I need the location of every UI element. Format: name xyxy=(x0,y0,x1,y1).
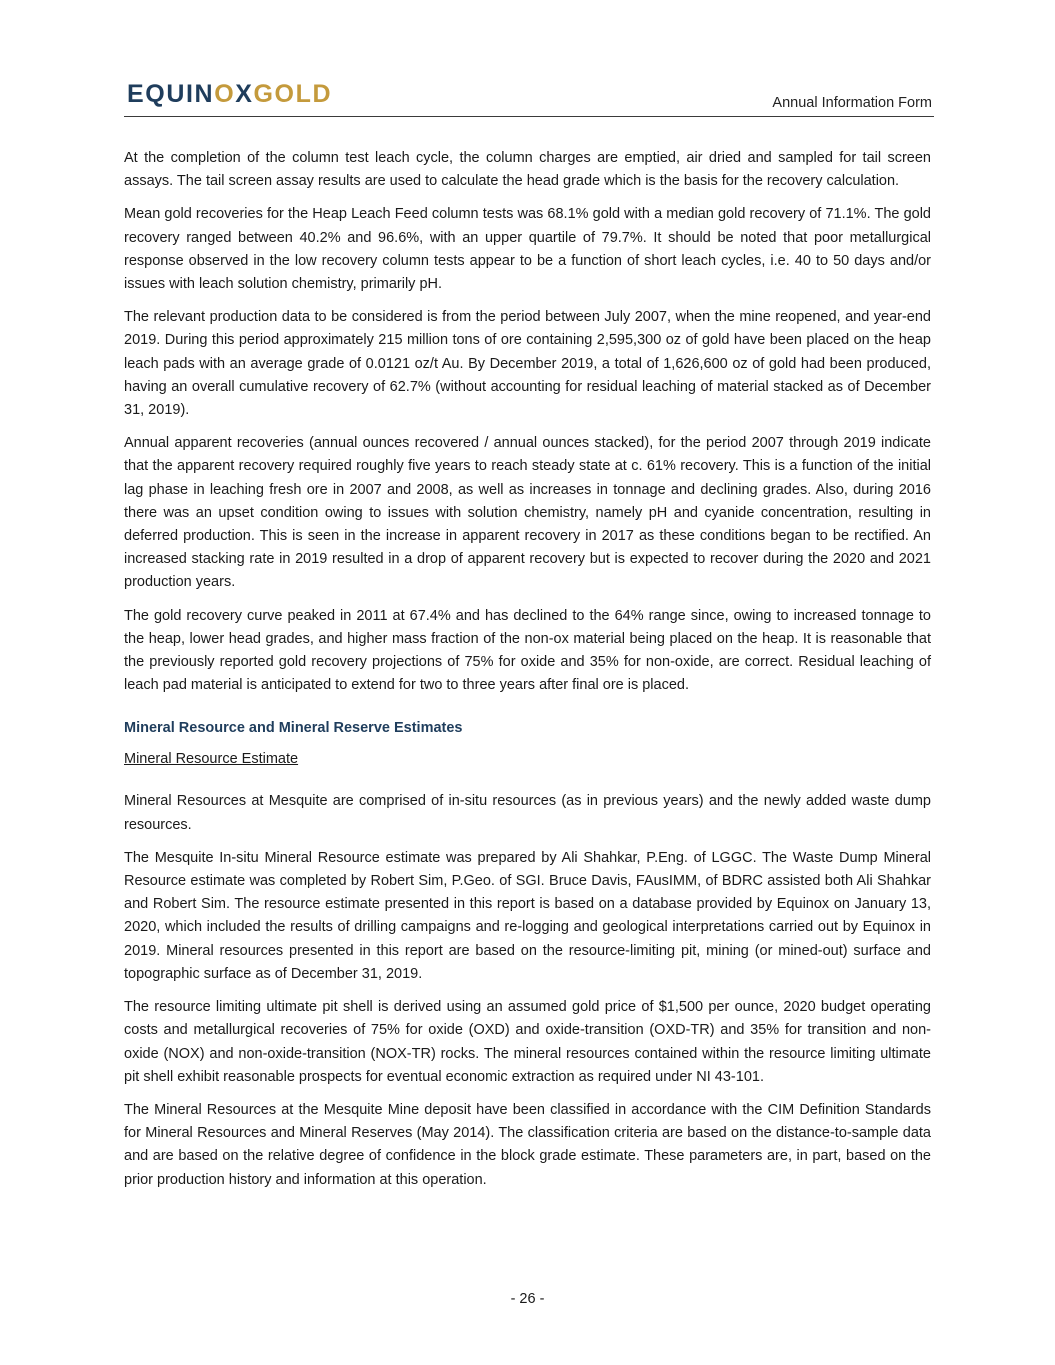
equinox-gold-logo: EQUINOXGOLD xyxy=(127,80,333,108)
body-paragraph: The Mesquite In-situ Mineral Resource estimate was prepared by Ali Shahkar, P.Eng. of LGGC. The Waste Dump Mineral Resource estimate was completed by Robert Sim, P.Geo. of SGI. Bruce Davis, FAusIMM, of BDRC assisted both Ali Shahkar and Robert Sim. The resource estimate presented in this report is based on a database provided by Equinox on January 13, 2020, which included the results of drilling campaigns and re-logging and geological interpretations carried out by Equinox in 2019. Mineral resources presented in this report are based on the resource-limiting pit, mining (or mined-out) surface and topographic surface as of December 31, 2019. xyxy=(124,849,931,982)
page-content xyxy=(124,147,931,1202)
section-heading: Mineral Resource and Mineral Reserve Estimates xyxy=(124,720,463,737)
body-paragraph: Annual apparent recoveries (annual ounces recovered / annual ounces stacked), for the period 2007 through 2019 indicate that the apparent recovery required roughly five years to reach steady state at c. 61% recovery. This is a function of the initial lag phase in leaching fresh ore in 2007 and 2008, as well as increases in tonnage and declining grades. Also, during 2016 there was an upset condition owing to issues with solution chemistry, namely pH and cyanide concentration, resulting in deferred production. This is seen in the increase in apparent recovery in 2017 as these conditions began to be rectified. An increased stacking rate in 2019 resulted in a drop of apparent recovery but is expected to recover during the 2020 and 2021 production years. xyxy=(124,435,931,591)
body-paragraph: The relevant production data to be considered is from the period between July 2007, when the mine reopened, and year-end 2019. During this period approximately 215 million tons of ore containing 2,595,300 oz of gold have been placed on the heap leach pads with an average grade of 0.0121 oz/t Au. By December 2019, a total of 1,626,600 oz of gold had been produced, having an overall cumulative recovery of 62.7% (without accounting for residual leaching of material stacked as of December 31, 2019). xyxy=(124,309,931,419)
body-paragraph: The gold recovery curve peaked in 2011 at 67.4% and has declined to the 64% range since, owing to increased tonnage to the heap, lower head grades, and higher mass fraction of the non-ox material being placed on the heap. It is reasonable that the previously reported gold recovery projections of 75% for oxide and 35% for non-oxide, are correct. Residual leaching of leach pad material is anticipated to extend for two to three years after final ore is placed. xyxy=(124,607,931,694)
page-number: - 26 - xyxy=(510,1291,545,1307)
body-paragraph: At the completion of the column test leach cycle, the column charges are emptied, air dried and sampled for tail screen assays. The tail screen assay results are used to calculate the head grade which is the basis for the recovery calculation. xyxy=(124,150,931,190)
body-paragraph: The Mineral Resources at the Mesquite Mine deposit have been classified in accordance with the CIM Definition Standards for Mineral Resources and Mineral Reserves (May 2014). The classification criteria are based on the distance-to-sample data and are based on the relative degree of confidence in the block grade estimate. These parameters are, in part, based on the prior production history and information at this operation. xyxy=(124,1101,931,1188)
subsection-heading: Mineral Resource Estimate xyxy=(124,751,299,768)
body-paragraph: Mineral Resources at Mesquite are comprised of in-situ resources (as in previous years) and the newly added waste dump resources. xyxy=(124,793,931,833)
body-paragraph: The resource limiting ultimate pit shell is derived using an assumed gold price of $1,500 per ounce, 2020 budget operating costs and metallurgical recoveries of 75% for oxide (OXD) and oxide-transition (OXD-TR) and 35% for transition and non-oxide (NOX) and non-oxide-transition (NOX-TR) rocks. The mineral resources contained within the resource limiting ultimate pit shell exhibit reasonable prospects for eventual economic extraction as required under NI 43-101. xyxy=(124,999,931,1085)
body-paragraph: Mean gold recoveries for the Heap Leach Feed column tests was 68.1% gold with a median gold recovery of 71.1%. The gold recovery ranged between 40.2% and 96.6%, with an upper quartile of 79.7%. It should be noted that poor metallurgical response observed in the low recovery column tests appear to be a function of short leach cycles, i.e. 40 to 50 days and/or issues with leach solution chemistry, primarily pH. xyxy=(124,206,931,293)
document-title: Annual Information Form xyxy=(772,95,932,111)
page-header xyxy=(124,80,934,117)
